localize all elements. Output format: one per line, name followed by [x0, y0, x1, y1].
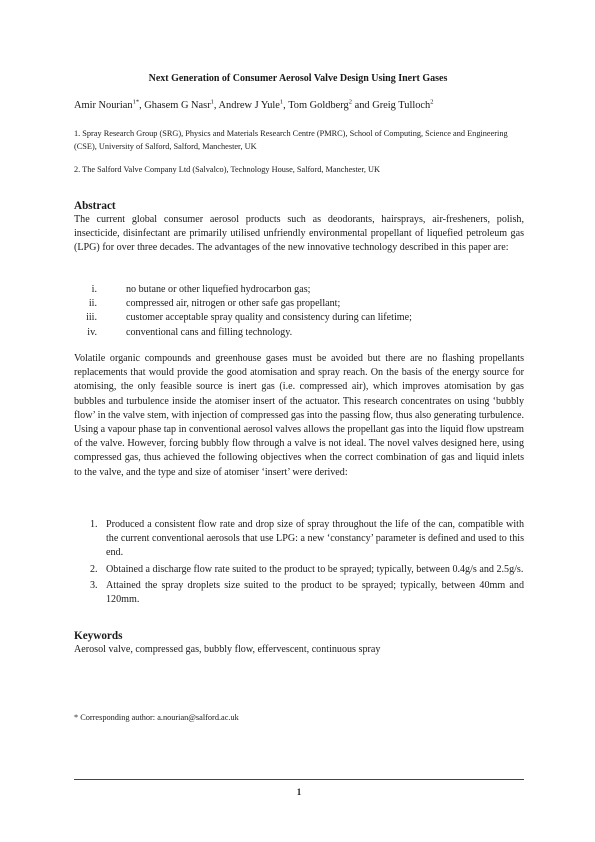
abstract-body: Volatile organic compounds and greenhouse gases must be avoided but there are no flashing propellants replacements that would provide the good atomisation and spray reach. On the basis of the energy source for atomising, the only feasible source is inert gas (i.e. compressed air), which improves atomisation by gas bubbles and turbulence inside the atomiser insert of the actuator. This research concentrates on using ‘bubbly flow’ in the valve stem, with injection of compressed gas into the passing flow, thus also generating turbulence. Using a vapour phase tap in conventional aerosol valves allows the propellant gas into the liquid flow upstream of the valve. However, forcing bubbly flow through a valve is not ideal. The novel valves designed here, using compressed gas, thus achieved the following objectives when the correct combination of gas and liquid inlets to the valve, and the type and size of atomiser ‘insert’ were derived:: [74, 353, 524, 478]
list-item: [74, 326, 524, 340]
corresponding-author-footnote: * Corresponding author: a.nourian@salford.ac.uk: [74, 713, 239, 722]
list-item-number: 2.: [90, 563, 98, 575]
list-item: [74, 579, 524, 607]
list-item-text: customer acceptable spray quality and consistency during can lifetime;: [126, 312, 412, 324]
list-item-text: Produced a consistent flow rate and drop size of spray throughout the life of the can, compatible with the current conventional aerosols that use LPG: a new ‘constancy’ parameter is defined and used to this end.: [106, 519, 524, 558]
list-item-number: iv.: [87, 326, 97, 338]
list-item-text: compressed air, nitrogen or other safe gas propellant;: [126, 298, 341, 310]
author-separator: ,: [139, 100, 145, 111]
keywords-heading: Keywords: [74, 630, 123, 642]
author-affiliation-mark: 2: [430, 98, 434, 106]
list-item-text: conventional cans and filling technology.: [126, 326, 293, 338]
objectives-list: [74, 518, 524, 610]
list-item: [74, 283, 524, 297]
abstract-heading: Abstract: [74, 200, 116, 212]
author-list: [74, 99, 524, 113]
list-item-number: iii.: [86, 312, 97, 324]
author-separator: and: [352, 100, 373, 111]
affiliation-1: 1. Spray Research Group (SRG), Physics and Materials Research Centre (PMRC), School of Computing, Science and Engineering (CSE), University of Salford, Salford, Manchester, UK: [74, 129, 508, 151]
paper-title: Next Generation of Consumer Aerosol Valve Design Using Inert Gases: [148, 73, 448, 84]
author-affiliation-mark: 1*: [132, 98, 140, 106]
list-item-text: Obtained a discharge flow rate suited to the product to be sprayed; typically, between 0.4g/s and 2.5g/s.: [106, 563, 524, 575]
list-item: [74, 311, 524, 325]
author-name: Andrew J Yule: [218, 100, 280, 111]
affiliation-2: 2. The Salford Valve Company Ltd (Salvalco), Technology House, Salford, Manchester, UK: [74, 165, 381, 174]
list-item-number: 3.: [90, 580, 98, 591]
author-separator: ,: [283, 100, 289, 111]
list-item-text: Attained the spray droplets size suited to the product to be sprayed; typically, between 40mm and 120mm.: [106, 580, 524, 605]
list-item: [74, 297, 524, 311]
list-item-number: i.: [91, 284, 97, 295]
author-affiliation-mark: 1: [210, 98, 214, 106]
advantages-list: [74, 283, 524, 340]
list-item-number: 1.: [90, 519, 98, 530]
author-name: Greig Tulloch: [372, 100, 431, 111]
list-item-text: no butane or other liquefied hydrocarbon gas;: [126, 284, 311, 295]
footer-divider: [74, 779, 524, 780]
list-item: [74, 563, 524, 577]
author-name: Ghasem G Nasr: [144, 100, 211, 111]
keywords-text: Aerosol valve, compressed gas, bubbly flow, effervescent, continuous spray: [74, 644, 381, 655]
list-item-number: ii.: [88, 298, 97, 310]
author-affiliation-mark: 1: [279, 98, 284, 106]
page-number: 1: [296, 787, 302, 797]
author-name: Tom Goldberg: [288, 100, 349, 111]
author-name: Amir Nourian: [74, 100, 133, 111]
list-item: [74, 518, 524, 560]
author-affiliation-mark: 2: [348, 98, 352, 106]
author-separator: ,: [213, 100, 219, 111]
abstract-intro: The current global consumer aerosol products such as deodorants, hairsprays, air-fresheners, polish, insecticide, disinfectant are primarily utilised unfriendly environmental propellant of liquefied petroleum gas (LPG) for over three decades. The advantages of the new innovative technology described in this paper are:: [74, 214, 524, 254]
